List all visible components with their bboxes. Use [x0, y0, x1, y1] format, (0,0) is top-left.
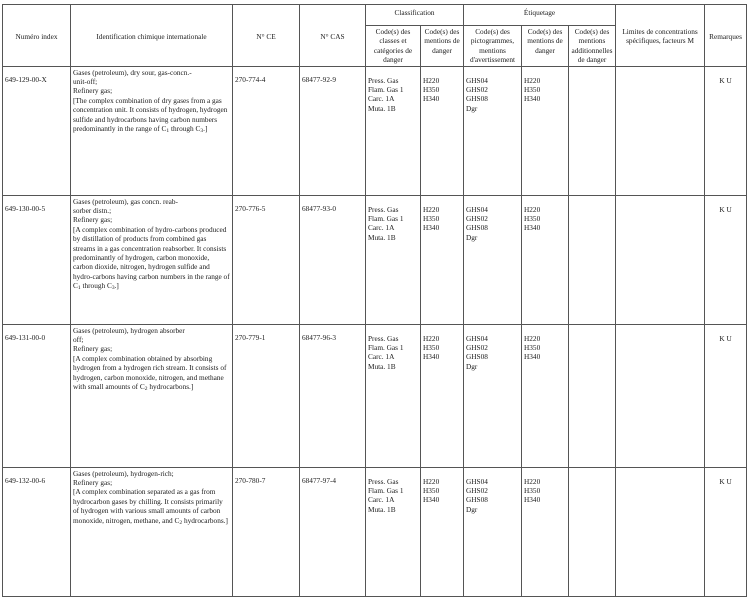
carbon-subscript: 1 — [166, 128, 170, 135]
ident-description — [73, 354, 230, 392]
ident-description-text: [A complex combination separated as a gas from hydrocarbon gases by chilling. It consists primarily of hydrogen with various small amounts of carbon monoxide, nitrogen, methane, and C — [73, 487, 223, 525]
hazard-statement-code: H350 — [423, 214, 440, 224]
header-cas-no: N° CAS — [300, 5, 366, 67]
index-number: 649-129-00-X — [3, 66, 71, 195]
pictogram-codes — [464, 467, 522, 596]
label-hazard-codes — [522, 324, 569, 467]
hazard-statement-code: H340 — [423, 94, 440, 104]
ident-name-line: off; — [73, 335, 84, 345]
ident-description — [73, 225, 230, 291]
index-number: 649-131-00-0 — [3, 324, 71, 467]
ident-description-text: .] — [114, 281, 119, 291]
chemical-identification — [71, 66, 233, 195]
table-row — [3, 195, 747, 324]
hazard-class-code: Muta. 1B — [368, 103, 396, 113]
pictogram-code: Dgr — [466, 361, 478, 371]
ident-name-line: Gases (petroleum), gas concn. reab- — [73, 196, 178, 206]
header-hazard-class: Code(s) des classes et catégories de danger — [366, 26, 421, 67]
hazard-statement-code: H220 — [423, 204, 440, 214]
ec-number: 270-776-5 — [233, 195, 300, 324]
ident-name-line: unit-off; — [73, 77, 98, 87]
pictogram-code: GHS02 — [466, 486, 488, 496]
index-number: 649-132-00-6 — [3, 467, 71, 596]
pictogram-code: GHS04 — [466, 75, 488, 85]
hazard-class-code: Carc. 1A — [368, 223, 395, 233]
hazard-statement-codes — [421, 195, 464, 324]
ident-description-text: through C — [80, 281, 112, 291]
pictogram-code: GHS02 — [466, 343, 488, 353]
label-hazard-code: H220 — [524, 204, 541, 214]
pictogram-code: GHS02 — [466, 214, 488, 224]
hazard-class-codes — [366, 324, 421, 467]
pictogram-codes — [464, 195, 522, 324]
cas-number: 68477-96-3 — [300, 324, 366, 467]
specific-concentration-limits — [616, 195, 705, 324]
notes: K U — [705, 467, 747, 596]
label-hazard-code: H340 — [524, 223, 541, 233]
hazard-class-code: Muta. 1B — [368, 504, 396, 514]
table-row — [3, 467, 747, 596]
pictogram-code: GHS04 — [466, 476, 488, 486]
hazard-class-code: Carc. 1A — [368, 495, 395, 505]
notes: K U — [705, 66, 747, 195]
label-hazard-codes — [522, 66, 569, 195]
cas-number: 68477-93-0 — [300, 195, 366, 324]
index-number: 649-130-00-5 — [3, 195, 71, 324]
hazard-class-code: Flam. Gas 1 — [368, 85, 404, 95]
ec-number: 270-780-7 — [233, 467, 300, 596]
hazard-class-codes — [366, 467, 421, 596]
ident-description-text: .] — [203, 124, 208, 134]
hazard-statement-code: H340 — [423, 352, 440, 362]
label-hazard-code: H350 — [524, 343, 541, 353]
supplemental-hazard-codes — [569, 66, 616, 195]
cas-number: 68477-92-9 — [300, 66, 366, 195]
ident-synonym: Refinery gas; — [73, 344, 113, 354]
hazard-classification-table — [2, 4, 747, 597]
hazard-statement-code: H350 — [423, 85, 440, 95]
header-supp-hazard: Code(s) des mentions additionnelles de danger — [569, 26, 616, 67]
ident-description — [73, 96, 230, 134]
hazard-statement-codes — [421, 66, 464, 195]
header-classification: Classification — [366, 5, 464, 26]
label-hazard-code: H350 — [524, 85, 541, 95]
header-pictogram: Code(s) des pictogrammes, mentions d'avertissement — [464, 26, 522, 67]
ident-name-line: Gases (petroleum), hydrogen-rich; — [73, 468, 174, 478]
hazard-class-code: Flam. Gas 1 — [368, 343, 404, 353]
hazard-class-code: Carc. 1A — [368, 94, 395, 104]
header-index-no: Numéro index — [3, 5, 71, 67]
table-row — [3, 66, 747, 195]
carbon-subscript: 3 — [200, 128, 204, 135]
label-hazard-code: H220 — [524, 333, 541, 343]
chemical-identification — [71, 195, 233, 324]
specific-concentration-limits — [616, 324, 705, 467]
hazard-class-code: Carc. 1A — [368, 352, 395, 362]
hazard-class-code: Press. Gas — [368, 333, 399, 343]
pictogram-code: Dgr — [466, 504, 478, 514]
pictogram-codes — [464, 66, 522, 195]
hazard-statement-codes — [421, 467, 464, 596]
notes: K U — [705, 324, 747, 467]
ident-description-text: [The complex combination of dry gases from a gas concentration unit. It consists of hydrogen, hydrogen sulfide and hydrocarbons having carbon numbers predominantly in the range of C — [73, 95, 228, 134]
cas-number: 68477-97-4 — [300, 467, 366, 596]
carbon-subscript: 2 — [179, 519, 183, 526]
hazard-statement-codes — [421, 324, 464, 467]
ident-description-text: hydrocarbons.] — [182, 515, 228, 525]
supplemental-hazard-codes — [569, 467, 616, 596]
ec-number: 270-774-4 — [233, 66, 300, 195]
header-hazard-statement: Code(s) des mentions de danger — [421, 26, 464, 67]
hazard-class-code: Flam. Gas 1 — [368, 214, 404, 224]
notes: K U — [705, 195, 747, 324]
specific-concentration-limits — [616, 66, 705, 195]
ec-number: 270-779-1 — [233, 324, 300, 467]
specific-concentration-limits — [616, 467, 705, 596]
supplemental-hazard-codes — [569, 195, 616, 324]
hazard-statement-code: H340 — [423, 495, 440, 505]
hazard-class-code: Muta. 1B — [368, 232, 396, 242]
carbon-subscript: 1 — [77, 285, 81, 292]
header-chem-id: Identification chimique internationale — [71, 5, 233, 67]
ident-name-line: Gases (petroleum), dry sour, gas-concn.- — [73, 67, 192, 77]
label-hazard-code: H340 — [524, 94, 541, 104]
pictogram-code: GHS08 — [466, 223, 488, 233]
hazard-class-code: Flam. Gas 1 — [368, 486, 404, 496]
ident-name-line: Gases (petroleum), hydrogen absorber — [73, 325, 185, 335]
ident-name-line: sorber distn.; — [73, 206, 112, 216]
supplemental-hazard-codes — [569, 324, 616, 467]
pictogram-code: GHS08 — [466, 94, 488, 104]
ident-synonym: Refinery gas; — [73, 86, 113, 96]
carbon-subscript: 3 — [111, 285, 115, 292]
label-hazard-code: H350 — [524, 214, 541, 224]
pictogram-code: GHS08 — [466, 495, 488, 505]
label-hazard-code: H220 — [524, 75, 541, 85]
header-notes: Remarques — [705, 5, 747, 67]
label-hazard-code: H220 — [524, 476, 541, 486]
hazard-class-code: Press. Gas — [368, 204, 399, 214]
hazard-class-code: Muta. 1B — [368, 361, 396, 371]
chemical-identification — [71, 324, 233, 467]
hazard-statement-code: H350 — [423, 343, 440, 353]
hazard-statement-code: H220 — [423, 333, 440, 343]
hazard-class-code: Press. Gas — [368, 75, 399, 85]
pictogram-code: GHS08 — [466, 352, 488, 362]
pictogram-code: Dgr — [466, 232, 478, 242]
table-body — [3, 66, 747, 596]
ident-description-text: [A complex combination obtained by absorbing hydrogen from a hydrogen rich stream. It consists of hydrogen, carbon monoxide, nitrogen, and methane with small amounts of C — [73, 353, 227, 392]
pictogram-code: Dgr — [466, 103, 478, 113]
hazard-statement-code: H350 — [423, 486, 440, 496]
label-hazard-codes — [522, 195, 569, 324]
ident-description — [73, 487, 230, 525]
chemical-identification — [71, 467, 233, 596]
header-spec-conc: Limites de concentrations spécifiques, facteurs M — [616, 5, 705, 67]
ident-synonym: Refinery gas; — [73, 215, 113, 225]
header-labelling: Étiquetage — [464, 5, 616, 26]
pictogram-code: GHS04 — [466, 333, 488, 343]
pictogram-codes — [464, 324, 522, 467]
table-row — [3, 324, 747, 467]
label-hazard-code: H340 — [524, 352, 541, 362]
header-ec-no: N° CE — [233, 5, 300, 67]
header-label-hazard: Code(s) des mentions de danger — [522, 26, 569, 67]
pictogram-code: GHS02 — [466, 85, 488, 95]
ident-description-text: [A complex combination of hydro-carbons produced by distillation of products from combined gas streams in a gas concentration reabsorber. It consists predominantly of hydrogen, carbon monoxide, carbon dioxide, nitrogen, hydrogen sulfide and hydro-carbons having carbon numbers in the range of C — [73, 224, 230, 291]
hazard-class-code: Press. Gas — [368, 476, 399, 486]
ident-description-text: through C — [169, 124, 201, 134]
label-hazard-code: H350 — [524, 486, 541, 496]
label-hazard-code: H340 — [524, 495, 541, 505]
label-hazard-codes — [522, 467, 569, 596]
hazard-class-codes — [366, 195, 421, 324]
carbon-subscript: 2 — [144, 386, 148, 393]
hazard-statement-code: H220 — [423, 476, 440, 486]
ident-synonym: Refinery gas; — [73, 478, 113, 488]
hazard-class-codes — [366, 66, 421, 195]
ident-description-text: hydrocarbons.] — [147, 382, 194, 392]
pictogram-code: GHS04 — [466, 204, 488, 214]
hazard-statement-code: H220 — [423, 75, 440, 85]
header-row-top — [3, 5, 747, 26]
hazard-statement-code: H340 — [423, 223, 440, 233]
